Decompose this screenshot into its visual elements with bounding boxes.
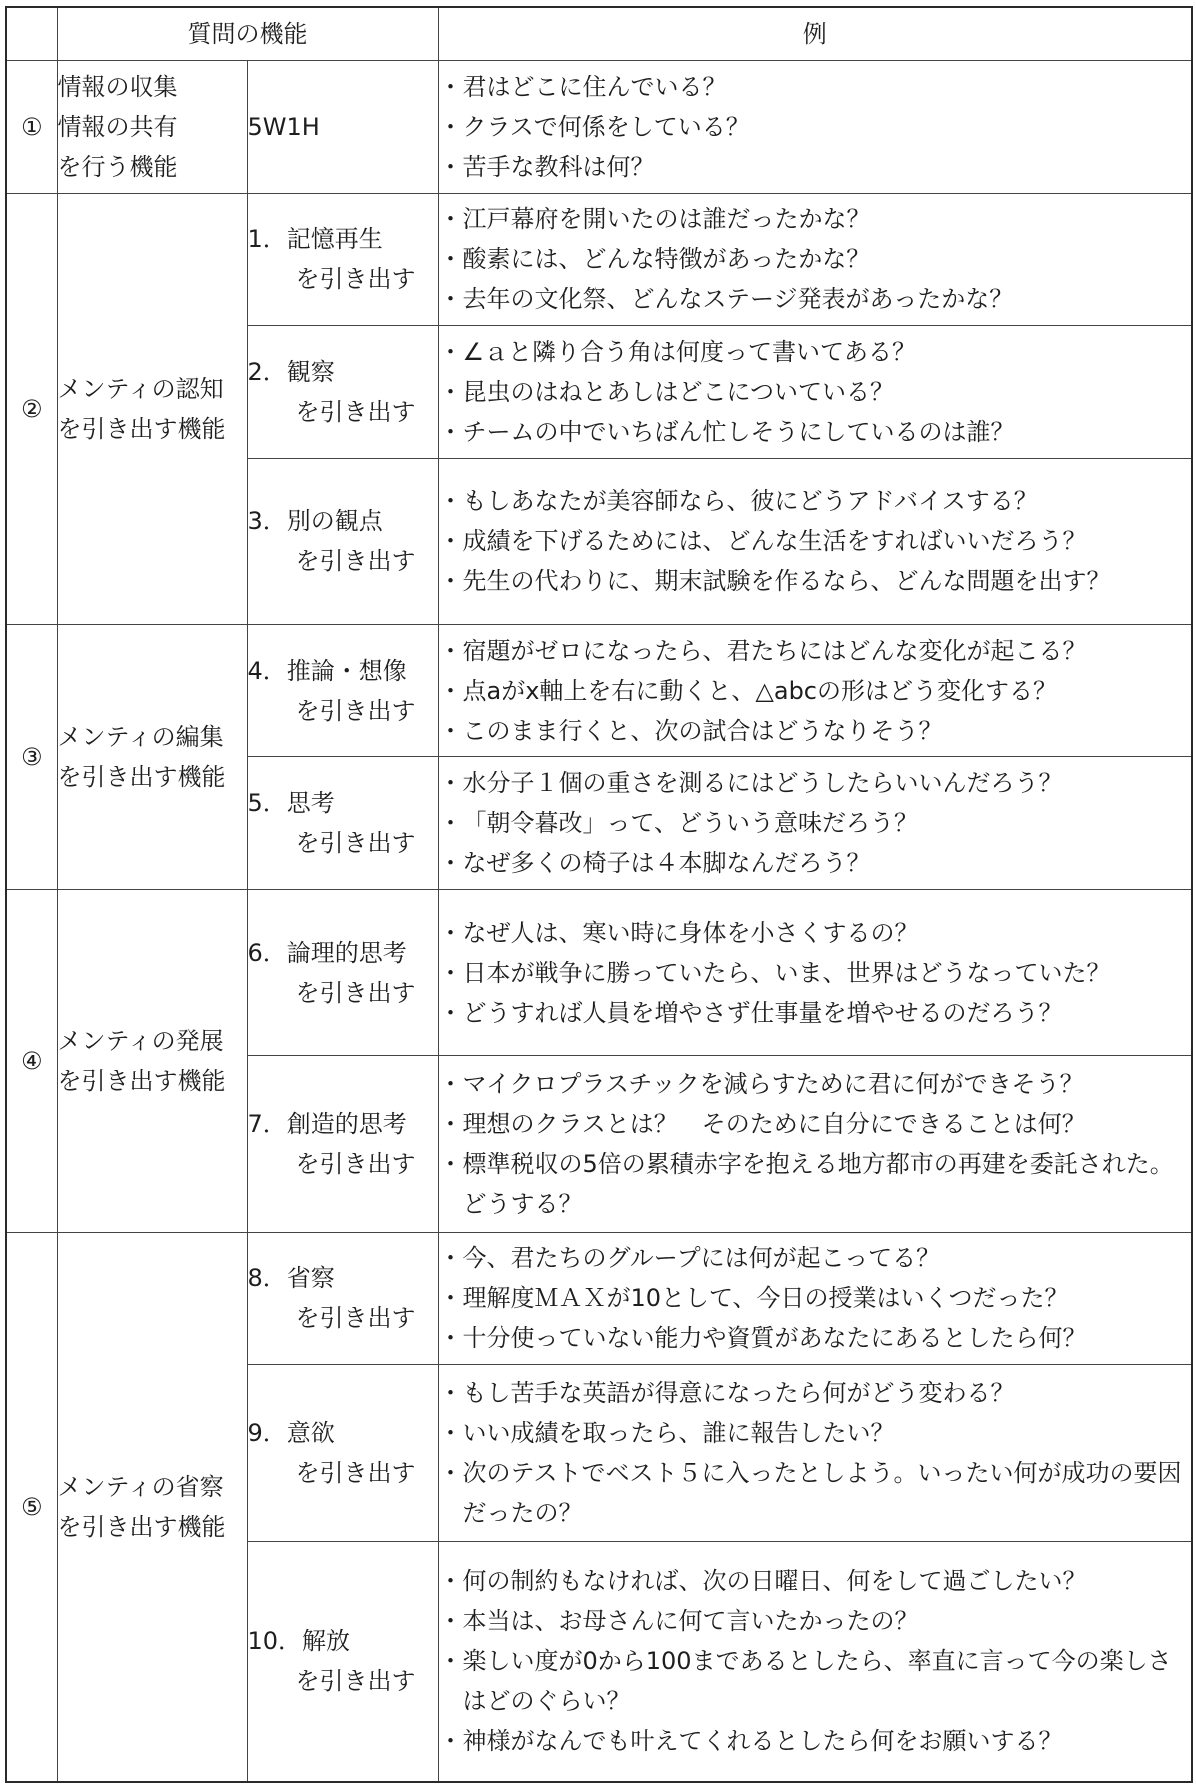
example-item: ・ 先生の代わりに、期末試験を作るなら、どんな問題を出す？ (439, 561, 1192, 601)
example-item: ・ 今、君たちのグループには何が起こってる？ (439, 1238, 1192, 1278)
example-item: ・ 点aがx軸上を右に動くと、△abcの形はどう変化する？ (439, 671, 1192, 711)
category-line: 情報の共有 (57, 112, 178, 141)
header-row (6, 7, 1192, 61)
table-row (6, 624, 1192, 757)
example-item: ・ 「朝令暮改」って、どういう意味だろう？ (439, 803, 1192, 843)
subfunction-title: 2．観察 (247, 357, 335, 386)
table-row (6, 1232, 1192, 1365)
section-number: ① (6, 61, 57, 194)
examples-cell (438, 193, 1192, 326)
example-item: ・ このまま行くと、次の試合はどうなりそう？ (439, 711, 1192, 751)
category-cell (57, 1232, 247, 1782)
example-item: ・ マイクロプラスチックを減らすために君に何ができそう？ (439, 1064, 1192, 1104)
header-function: 質問の機能 (57, 7, 438, 61)
example-item: ・ 昆虫のはねとあしはどこについている？ (439, 372, 1192, 412)
question-functions-table (5, 6, 1193, 1783)
category-line: メンティの発展 (57, 1026, 224, 1055)
example-item: ・ 去年の文化祭、どんなステージ発表があったかな？ (439, 279, 1192, 319)
subfunction-title: 9．意欲 (247, 1418, 335, 1447)
subfunction-cell (247, 1232, 438, 1365)
example-item: ・ 神様がなんでも叶えてくれるとしたら何をお願いする？ (439, 1721, 1192, 1761)
table-row (6, 61, 1192, 194)
subfunction-action: を引き出す (295, 978, 416, 1007)
subfunction-action: を引き出す (295, 829, 416, 858)
subfunction-title: 1．記憶再生 (247, 225, 383, 254)
examples-cell (438, 1232, 1192, 1365)
subfunction-label: 5W1H (247, 61, 438, 194)
example-item: ・ 宿題がゼロになったら、君たちにはどんな変化が起こる？ (439, 631, 1192, 671)
subfunction-title: 4．推論・想像 (247, 656, 407, 685)
category-cell (57, 193, 247, 624)
category-line: を引き出す機能 (57, 762, 226, 791)
examples-cell (438, 1056, 1192, 1232)
example-item: ・ 次のテストでベスト５に入ったとしよう。いったい何が成功の要因だったの？ (439, 1453, 1192, 1533)
section-number: ④ (6, 889, 57, 1232)
examples-cell (438, 889, 1192, 1055)
example-item: ・ もし苦手な英語が得意になったら何がどう変わる？ (439, 1373, 1192, 1413)
example-item: ・ 水分子１個の重さを測るにはどうしたらいいんだろう？ (439, 763, 1192, 803)
example-item: ・ 理想のクラスとは？ そのために自分にできることは何？ (439, 1104, 1192, 1144)
section-number: ② (6, 193, 57, 624)
category-cell (57, 61, 247, 194)
subfunction-cell (247, 1056, 438, 1232)
subfunction-action: を引き出す (295, 1304, 416, 1333)
subfunction-cell (247, 1541, 438, 1782)
subfunction-title: 5．思考 (247, 789, 335, 818)
example-item: ・ 何の制約もなければ、次の日曜日、何をして過ごしたい？ (439, 1561, 1192, 1601)
subfunction-title: 10．解放 (247, 1627, 351, 1656)
examples-cell (438, 1541, 1192, 1782)
example-item: ・ チームの中でいちばん忙しそうにしているのは誰？ (439, 412, 1192, 452)
section-number: ③ (6, 624, 57, 889)
category-cell (57, 889, 247, 1232)
example-item: ・ 十分使っていない能力や資質があなたにあるとしたら何？ (439, 1318, 1192, 1358)
subfunction-title: 3．別の観点 (247, 507, 383, 536)
subfunction-action: を引き出す (295, 547, 416, 576)
category-line: を引き出す機能 (57, 1512, 226, 1541)
example-item: ・ 君はどこに住んでいる？ (439, 67, 1192, 107)
example-item: ・ 成績を下げるためには、どんな生活をすればいいだろう？ (439, 521, 1192, 561)
subfunction-cell (247, 1365, 438, 1541)
subfunction-cell (247, 757, 438, 890)
subfunction-action: を引き出す (295, 1458, 416, 1487)
category-line: メンティの省察 (57, 1472, 224, 1501)
table-row (6, 889, 1192, 1055)
table-row (6, 193, 1192, 326)
example-item: ・ クラスで何係をしている？ (439, 107, 1192, 147)
subfunction-title: 8．省察 (247, 1264, 335, 1293)
example-item: ・ 酸素には、どんな特徴があったかな？ (439, 239, 1192, 279)
example-item: ・ 理解度ＭＡＸが10として、今日の授業はいくつだった？ (439, 1278, 1192, 1318)
examples-cell (438, 1365, 1192, 1541)
header-example: 例 (438, 7, 1192, 61)
category-cell (57, 624, 247, 889)
category-line: メンティの認知 (57, 374, 224, 403)
examples-cell (438, 757, 1192, 890)
subfunction-cell (247, 326, 438, 459)
category-line: を引き出す機能 (57, 1066, 226, 1095)
category-line: を行う機能 (57, 152, 178, 181)
subfunction-title: 7．創造的思考 (247, 1110, 407, 1139)
example-item: ・ 苦手な教科は何？ (439, 147, 1192, 187)
category-line: メンティの編集 (57, 722, 224, 751)
example-item: ・ ∠ａと隣り合う角は何度って書いてある？ (439, 332, 1192, 372)
subfunction-action: を引き出す (295, 265, 416, 294)
subfunction-cell (247, 889, 438, 1055)
examples-cell (438, 624, 1192, 757)
subfunction-cell (247, 458, 438, 624)
subfunction-cell (247, 193, 438, 326)
subfunction-cell (247, 624, 438, 757)
category-line: を引き出す機能 (57, 414, 226, 443)
example-item: ・ どうすれば人員を増やさず仕事量を増やせるのだろう？ (439, 993, 1192, 1033)
example-item: ・ もしあなたが美容師なら、彼にどうアドバイスする？ (439, 481, 1192, 521)
examples-cell (438, 458, 1192, 624)
subfunction-action: を引き出す (295, 1150, 416, 1179)
example-item: ・ いい成績を取ったら、誰に報告したい？ (439, 1413, 1192, 1453)
subfunction-action: を引き出す (295, 1667, 416, 1696)
category-line: 情報の収集 (57, 72, 178, 101)
subfunction-action: を引き出す (295, 696, 416, 725)
example-item: ・ 江戸幕府を開いたのは誰だったかな？ (439, 199, 1192, 239)
header-blank-cell (6, 7, 57, 61)
subfunction-title: 6．論理的思考 (247, 938, 407, 967)
example-item: ・ なぜ多くの椅子は４本脚なんだろう？ (439, 843, 1192, 883)
example-item: ・ 標準税収の5倍の累積赤字を抱える地方都市の再建を委託された。どうする？ (439, 1144, 1192, 1224)
subfunction-action: を引き出す (295, 397, 416, 426)
example-item: ・ 日本が戦争に勝っていたら、いま、世界はどうなっていた？ (439, 953, 1192, 993)
example-item: ・ 本当は、お母さんに何て言いたかったの？ (439, 1601, 1192, 1641)
section-number: ⑤ (6, 1232, 57, 1782)
examples-cell (438, 326, 1192, 459)
examples-cell (438, 61, 1192, 194)
example-item: ・ 楽しい度が0から100まであるとしたら、率直に言って今の楽しさはどのぐらい？ (439, 1641, 1192, 1721)
example-item: ・ なぜ人は、寒い時に身体を小さくするの？ (439, 913, 1192, 953)
